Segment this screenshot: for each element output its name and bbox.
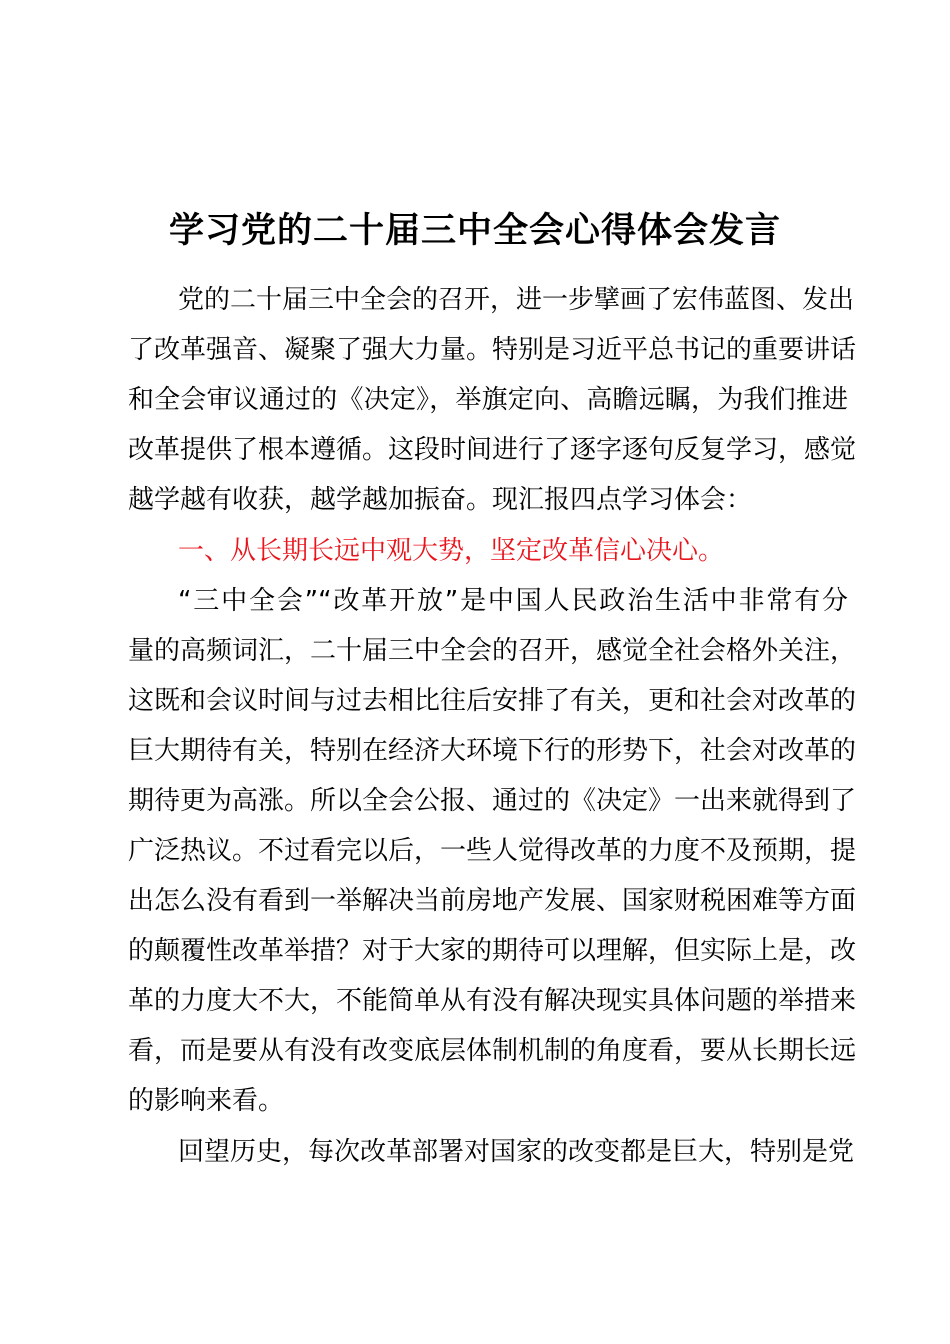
intro-line: 越学越有收获，越学越加振奋。现汇报四点学习体会： xyxy=(128,485,753,515)
document-title: 学习党的二十届三中全会心得体会发言 xyxy=(168,211,781,251)
body-line: 的颠覆性改革举措？对于大家的期待可以理解，但实际上是，改 xyxy=(128,936,857,966)
body-line: 量的高频词汇，二十届三中全会的召开，感觉全社会格外关注， xyxy=(128,636,857,666)
body-line: 的影响来看。 xyxy=(128,1086,285,1116)
body-line: 出怎么没有看到一举解决当前房地产发展、国家财税困难等方面 xyxy=(128,886,857,916)
body-line: 革的力度大不大，不能简单从有没有解决现实具体问题的举措来 xyxy=(128,986,857,1016)
body-line: 巨大期待有关，特别在经济大环境下行的形势下，社会对改革的 xyxy=(128,736,857,766)
body-line: 看，而是要从有没有改变底层体制机制的角度看，要从长期长远 xyxy=(128,1036,857,1066)
next-paragraph-line: 回望历史，每次改革部署对国家的改变都是巨大，特别是党 xyxy=(178,1137,855,1167)
intro-line: 和全会审议通过的《决定》，举旗定向、高瞻远瞩，为我们推进 xyxy=(128,385,848,415)
body-line: “三中全会”“改革开放”是中国人民政治生活中非常有分 xyxy=(178,586,848,616)
section-heading: 一、从长期长远中观大势，坚定改革信心决心。 xyxy=(178,536,725,566)
intro-line: 党的二十届三中全会的召开，进一步擘画了宏伟蓝图、发出 xyxy=(178,285,855,315)
intro-line: 改革提供了根本遵循。这段时间进行了逐字逐句反复学习，感觉 xyxy=(128,435,857,465)
body-line: 期待更为高涨。所以全会公报、通过的《决定》一出来就得到了 xyxy=(128,786,857,816)
body-line: 广泛热议。不过看完以后，一些人觉得改革的力度不及预期，提 xyxy=(128,836,857,866)
intro-line: 了改革强音、凝聚了强大力量。特别是习近平总书记的重要讲话 xyxy=(128,335,857,365)
body-line: 这既和会议时间与过去相比往后安排了有关，更和社会对改革的 xyxy=(128,686,857,716)
